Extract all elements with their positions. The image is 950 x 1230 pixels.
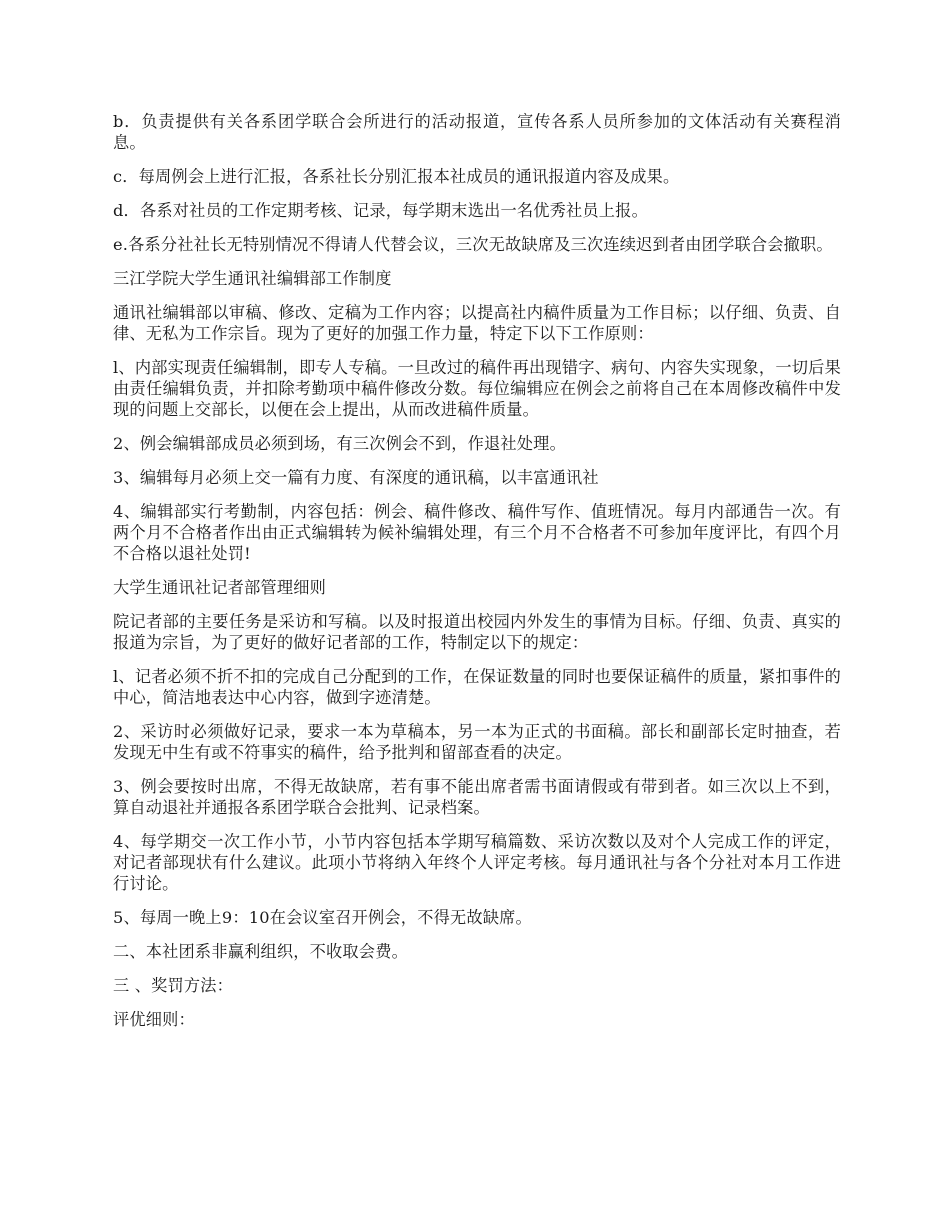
paragraph-item-b: b．负责提供有关各系团学联合会所进行的活动报道，宣传各系人员所参加的文体活动有关赛程消息。 bbox=[113, 112, 841, 152]
section-heading-editorial-rules: 三江学院大学生通讯社编辑部工作制度 bbox=[113, 269, 392, 288]
document-page bbox=[113, 111, 841, 1043]
paragraph-reporter-rule-3: 3、例会要按时出席，不得无故缺席，若有事不能出席者需书面请假或有带到者。如三次以上不到，算自动退社并通报各系团学联合会批判、记录档案。 bbox=[113, 777, 841, 817]
paragraph-editorial-rule-3: 3、编辑每月必须上交一篇有力度、有深度的通讯稿，以丰富通讯社 bbox=[113, 468, 599, 487]
paragraph-reporter-rule-5: 5、每周一晚上9：10在会议室召开例会，不得无故缺席。 bbox=[113, 908, 532, 927]
paragraph-editorial-intro: 通讯社编辑部以审稿、修改、定稿为工作内容；以提高社内稿件质量为工作目标；以仔细、负责、自律、无私为工作宗旨。现为了更好的加强工作力量，特定下以下工作原则： bbox=[113, 303, 841, 343]
paragraph-rewards-heading: 三 、奖罚方法： bbox=[113, 976, 234, 995]
paragraph-editorial-rule-4: 4、编辑部实行考勤制，内容包括：例会、稿件修改、稿件写作、值班情况。每月内部通告一次。有两个月不合格者作出由正式编辑转为候补编辑处理，有三个月不合格者不可参加年度评比，有四个月不合格以退社处罚! bbox=[113, 502, 841, 563]
paragraph-item-e: e.各系分社社长无特别情况不得请人代替会议，三次无故缺席及三次连续迟到者由团学联合会撤职。 bbox=[113, 235, 833, 254]
paragraph-reporter-intro: 院记者部的主要任务是采访和写稿。以及时报道出校园内外发生的事情为目标。仔细、负责、真实的报道为宗旨，为了更好的做好记者部的工作，特制定以下的规定： bbox=[113, 612, 841, 652]
paragraph-reporter-rule-1: l、记者必须不折不扣的完成自己分配到的工作，在保证数量的同时也要保证稿件的质量，紧扣事件的中心，简洁地表达中心内容，做到字迹清楚。 bbox=[113, 667, 841, 707]
paragraph-nonprofit: 二、本社团系非赢利组织，不收取会费。 bbox=[113, 942, 408, 961]
paragraph-reporter-rule-4: 4、每学期交一次工作小节，小节内容包括本学期写稿篇数、采访次数以及对个人完成工作的评定，对记者部现状有什么建议。此项小节将纳入年终个人评定考核。每月通讯社与各个分社对本月工作进行讨论。 bbox=[113, 832, 841, 893]
section-heading-reporter-rules: 大学生通讯社记者部管理细则 bbox=[113, 578, 327, 597]
paragraph-item-d: d．各系对社员的工作定期考核、记录，每学期末选出一名优秀社员上报。 bbox=[113, 201, 648, 220]
paragraph-editorial-rule-2: 2、例会编辑部成员必须到场，有三次例会不到，作退社处理。 bbox=[113, 434, 566, 453]
paragraph-evaluation-heading: 评优细则： bbox=[113, 1010, 195, 1029]
paragraph-editorial-rule-1: l、内部实现责任编辑制，即专人专稿。一旦改过的稿件再出现错字、病句、内容失实现象，一切后果由责任编辑负责，并扣除考勤项中稿件修改分数。每位编辑应在例会之前将自己在本周修改稿件中发现的问题上交部长，以便在会上提出，从而改进稿件质量。 bbox=[113, 358, 841, 419]
paragraph-item-c: c．每周例会上进行汇报，各系社长分别汇报本社成员的通讯报道内容及成果。 bbox=[113, 167, 680, 186]
paragraph-reporter-rule-2: 2、采访时必须做好记录，要求一本为草稿本，另一本为正式的书面稿。部长和副部长定时抽查，若发现无中生有或不符事实的稿件，给予批判和留部查看的决定。 bbox=[113, 722, 841, 762]
